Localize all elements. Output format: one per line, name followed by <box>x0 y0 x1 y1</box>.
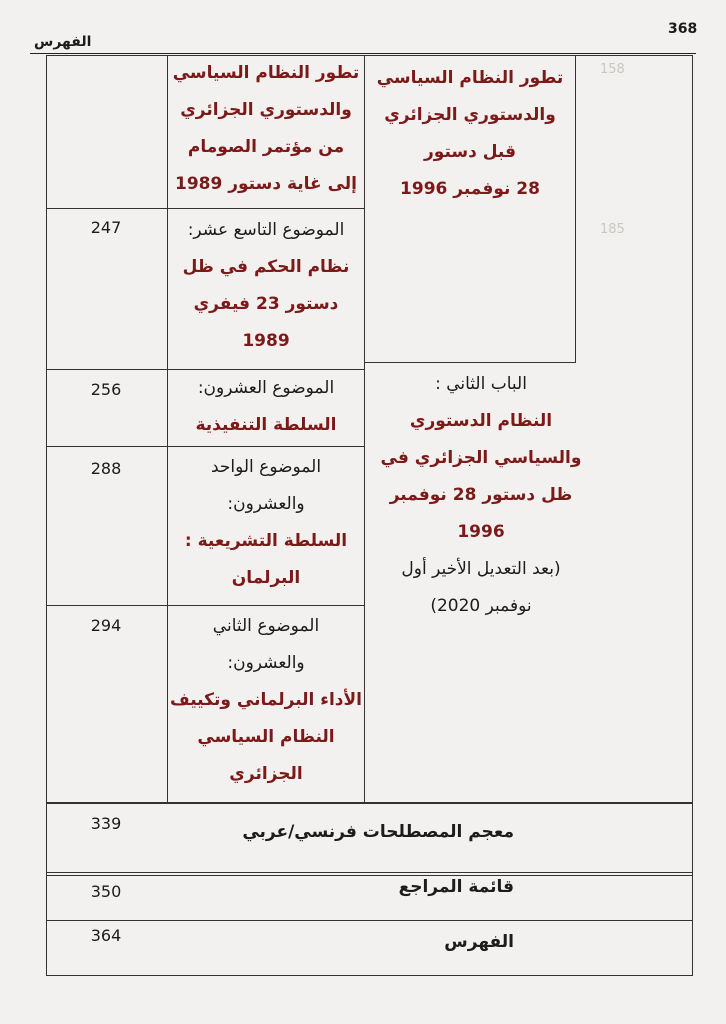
bleed-through: 185 <box>600 222 625 237</box>
page-ref: 339 <box>90 814 122 833</box>
part-two-block: الباب الثاني : النظام الدستوري والسياسي الجزائري في ظل دستور 28 نوفمبر 1996 (بعد التعديل الأخير أول نوفمبر 2020) <box>366 366 596 625</box>
glossary-entry: معجم المصطلحات فرنسي/عربي <box>242 822 514 842</box>
part-two-note: (بعد التعديل الأخير أول <box>401 559 561 579</box>
index-entry: الفهرس <box>444 932 514 952</box>
running-head: الفهرس <box>34 34 92 50</box>
page-ref: 288 <box>90 459 122 478</box>
header-rule <box>30 53 696 54</box>
topic-21: الموضوع الواحد والعشرون: السلطة التشريعية : البرلمان <box>184 457 348 588</box>
page-ref: 350 <box>90 882 122 901</box>
part-two-label: الباب الثاني : <box>435 374 527 394</box>
part-one-title: تطور النظام السياسي والدستوري الجزائري قبل دستور 28 نوفمبر 1996 <box>376 68 564 199</box>
topic-19: الموضوع التاسع عشر: نظام الحكم في ظل دستور 23 فيفري 1989 <box>182 220 350 351</box>
references-entry: قائمة المراجع <box>398 877 514 897</box>
chapter-title: تطور النظام السياسي والدستوري الجزائري من مؤتمر الصومام إلى غاية دستور 1989 <box>172 63 360 194</box>
page-ref: 364 <box>90 926 122 945</box>
topic-20: الموضوع العشرون: السلطة التنفيذية <box>195 378 337 435</box>
page-number: 368 <box>668 21 698 37</box>
page-ref: 247 <box>90 218 122 237</box>
page-ref: 256 <box>90 380 122 399</box>
topic-22: الموضوع الثاني والعشرون: الأداء البرلماني وتكييف النظام السياسي الجزائري <box>170 616 362 784</box>
bleed-through: 158 <box>600 62 625 77</box>
page-ref: 294 <box>90 616 122 635</box>
